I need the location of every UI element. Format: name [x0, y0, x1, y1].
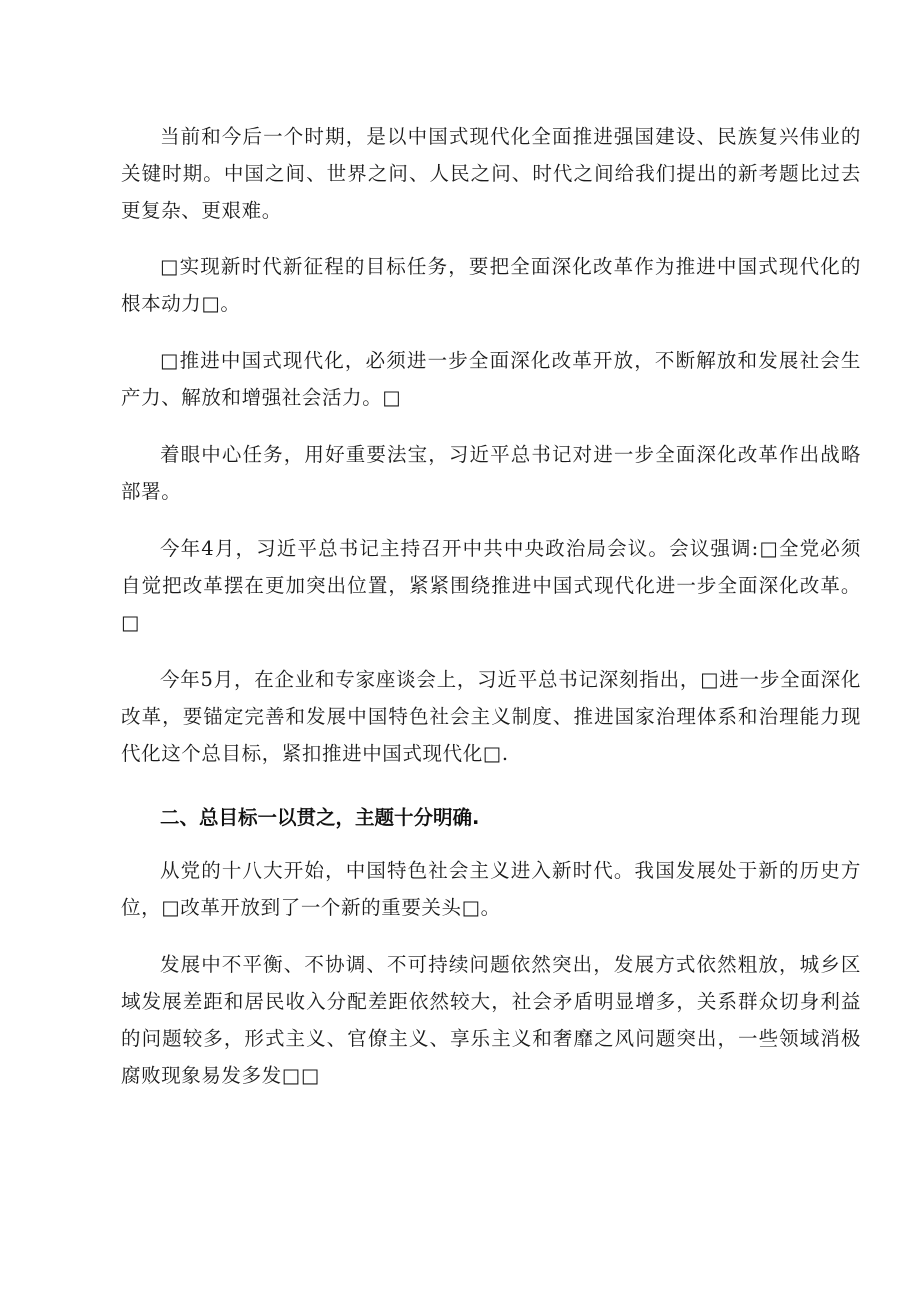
- paragraph: 着眼中心任务，用好重要法宝，习近平总书记对进一步全面深化改革作出战略部署。: [121, 443, 861, 503]
- document-body: [121, 118, 861, 1094]
- section-heading: 二、总目标一以贯之，主题十分明确.: [160, 806, 480, 829]
- paragraph: 从党的十八大开始，中国特色社会主义进入新时代。我国发展处于新的历史方位，□改革开放到了一个新的重要关头□。: [121, 859, 861, 919]
- paragraph: 今年5月，在企业和专家座谈会上，习近平总书记深刻指出，□进一步全面深化改革，要锚定完善和发展中国特色社会主义制度、推进国家治理体系和治理能力现代化这个总目标，紧扣推进中国式现代化□.: [121, 668, 861, 765]
- paragraph: □实现新时代新征程的目标任务，要把全面深化改革作为推进中国式现代化的根本动力□。: [121, 255, 861, 315]
- paragraph: □推进中国式现代化，必须进一步全面深化改革开放，不断解放和发展社会生产力、解放和增强社会活力。□: [121, 349, 861, 409]
- paragraph: 今年4月，习近平总书记主持召开中共中央政治局会议。会议强调:□全党必须自觉把改革摆在更加突出位置，紧紧围绕推进中国式现代化进一步全面深化改革。□: [121, 537, 861, 634]
- paragraph: 当前和今后一个时期，是以中国式现代化全面推进强国建设、民族复兴伟业的关键时期。中国之间、世界之问、人民之问、时代之间给我们提出的新考题比过去更复杂、更艰难。: [121, 125, 861, 222]
- paragraph: 发展中不平衡、不协调、不可持续问题依然突出，发展方式依然粗放，城乡区域发展差距和居民收入分配差距依然较大，社会矛盾明显增多，关系群众切身利益的问题较多，形式主义、官僚主义、享乐主义和奢靡之风问题突出，一些领域消极腐败现象易发多发□□: [121, 953, 861, 1087]
